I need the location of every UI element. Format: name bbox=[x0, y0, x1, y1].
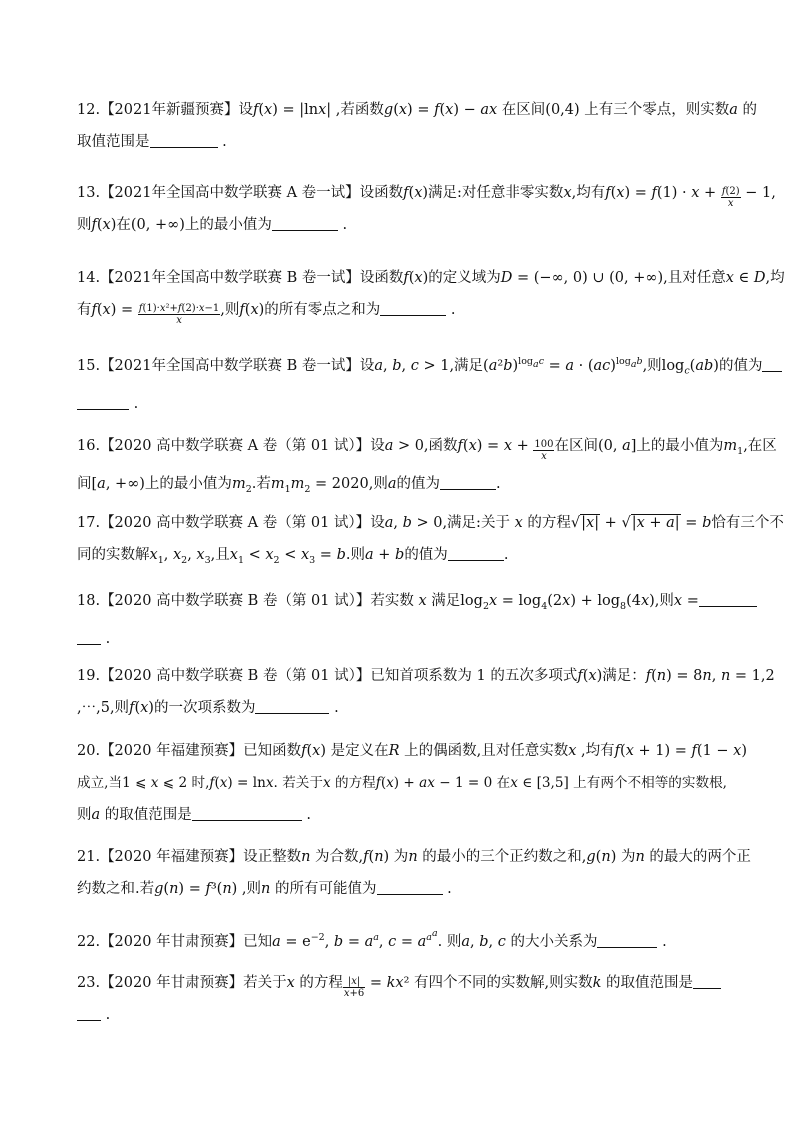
problem-15: 15.【2021年全国高中数学联赛 B 卷一试】设a, b, c > 1,满足$(a^2b)^{log_ac} = a \cdot (ac)^{log_ab}$,则$\log_c(ab)$的值为 . bbox=[77, 346, 722, 420]
problem-20: 20.【2020 年福建预赛】已知函数f(x) 是定义在R 上的偶函数,且对任意实数x ,均有f(x + 1) = f(1 − x) 成立,当1 ⩽ x ⩽ 2 时,f(x) = lnx. 若关于x 的方程f(x) + ax − 1 = 0 在x ∈ [3,5] 上有两个不相等的实数根, 则a 的取值范围是 . bbox=[77, 743, 747, 823]
problem-19: 19.【2020 高中数学联赛 B 卷（第 01 试）】已知首项系数为 1 的五次多项式f(x)满足：f(n) = 8n, n = 1,2 ,⋯,5,则f(x)的一次项系数为 . bbox=[77, 668, 775, 716]
problem-22: 22.【2020 年甘肃预赛】已知$a = e^{-2}$, $b = a^a$, $c = a^{a^a}$. 则a, b, c 的大小关系为 . bbox=[77, 928, 667, 950]
problem-21: 21.【2020 年福建预赛】设正整数n 为合数,f(n) 为n 的最小的三个正约数之和,g(n) 为n 的最大的两个正 约数之和.若g(n) = f³(n) ,则n 的所有可能值为 . bbox=[77, 849, 751, 897]
problem-23: 23.【2020 年甘肃预赛】若关于x 的方程 $\frac{|x|}{x+6}$ = kx² 有四个不同的实数解,则实数k 的取值范围是 . bbox=[77, 967, 722, 1031]
problem-18: 18.【2020 高中数学联赛 B 卷（第 01 试）】若实数 x 满足$\log_2x = \log_4(2x) + \log_8(4x)$,则x = . bbox=[77, 585, 722, 655]
problem-13: 13.【2021年全国高中数学联赛 A 卷一试】设函数f(x)满足:对任意非零实数x,均有f(x) = f(1) · x + $\frac{f(2)}{x}$ − 1, 则f(x)在(0, +∞)上的最小值为 . bbox=[77, 185, 776, 233]
problem-16: 16.【2020 高中数学联赛 A 卷（第 01 试）】设a > 0,函数f(x) = x + $\frac{100}{x}$ 在区间(0, a]上的最小值为$m_1$,在区 间[a, +∞)上的最小值为$m_2$.若$m_1m_2 = 2020$,则a的值为 . bbox=[77, 438, 777, 495]
problem-14: 14.【2021年全国高中数学联赛 B 卷一试】设函数f(x)的定义域为D = (−∞, 0) ∪ (0, +∞),且对任意x ∈ D,均 有f(x) = $\frac{\text{f(1)·x²+f(2)·x−1}}{x}$ ,则f(x)的所有零点之和为 . bbox=[77, 270, 785, 326]
problem-12: 12.【2021年新疆预赛】设f(x) = |lnx| ,若函数g(x) = f(x) − ax 在区间(0,4) 上有三个零点，则实数a 的 取值范围是 . bbox=[77, 102, 758, 150]
problem-17: 17.【2020 高中数学联赛 A 卷（第 01 试）】设a, b > 0,满足:关于 x 的方程√|x| + √|x + a| = b恰有三个不 同的实数解$x_1$, $x_2$, $x_3$,且$x_1 < x_2 < x_3 = b$.则a + b的值为 . bbox=[77, 515, 784, 566]
